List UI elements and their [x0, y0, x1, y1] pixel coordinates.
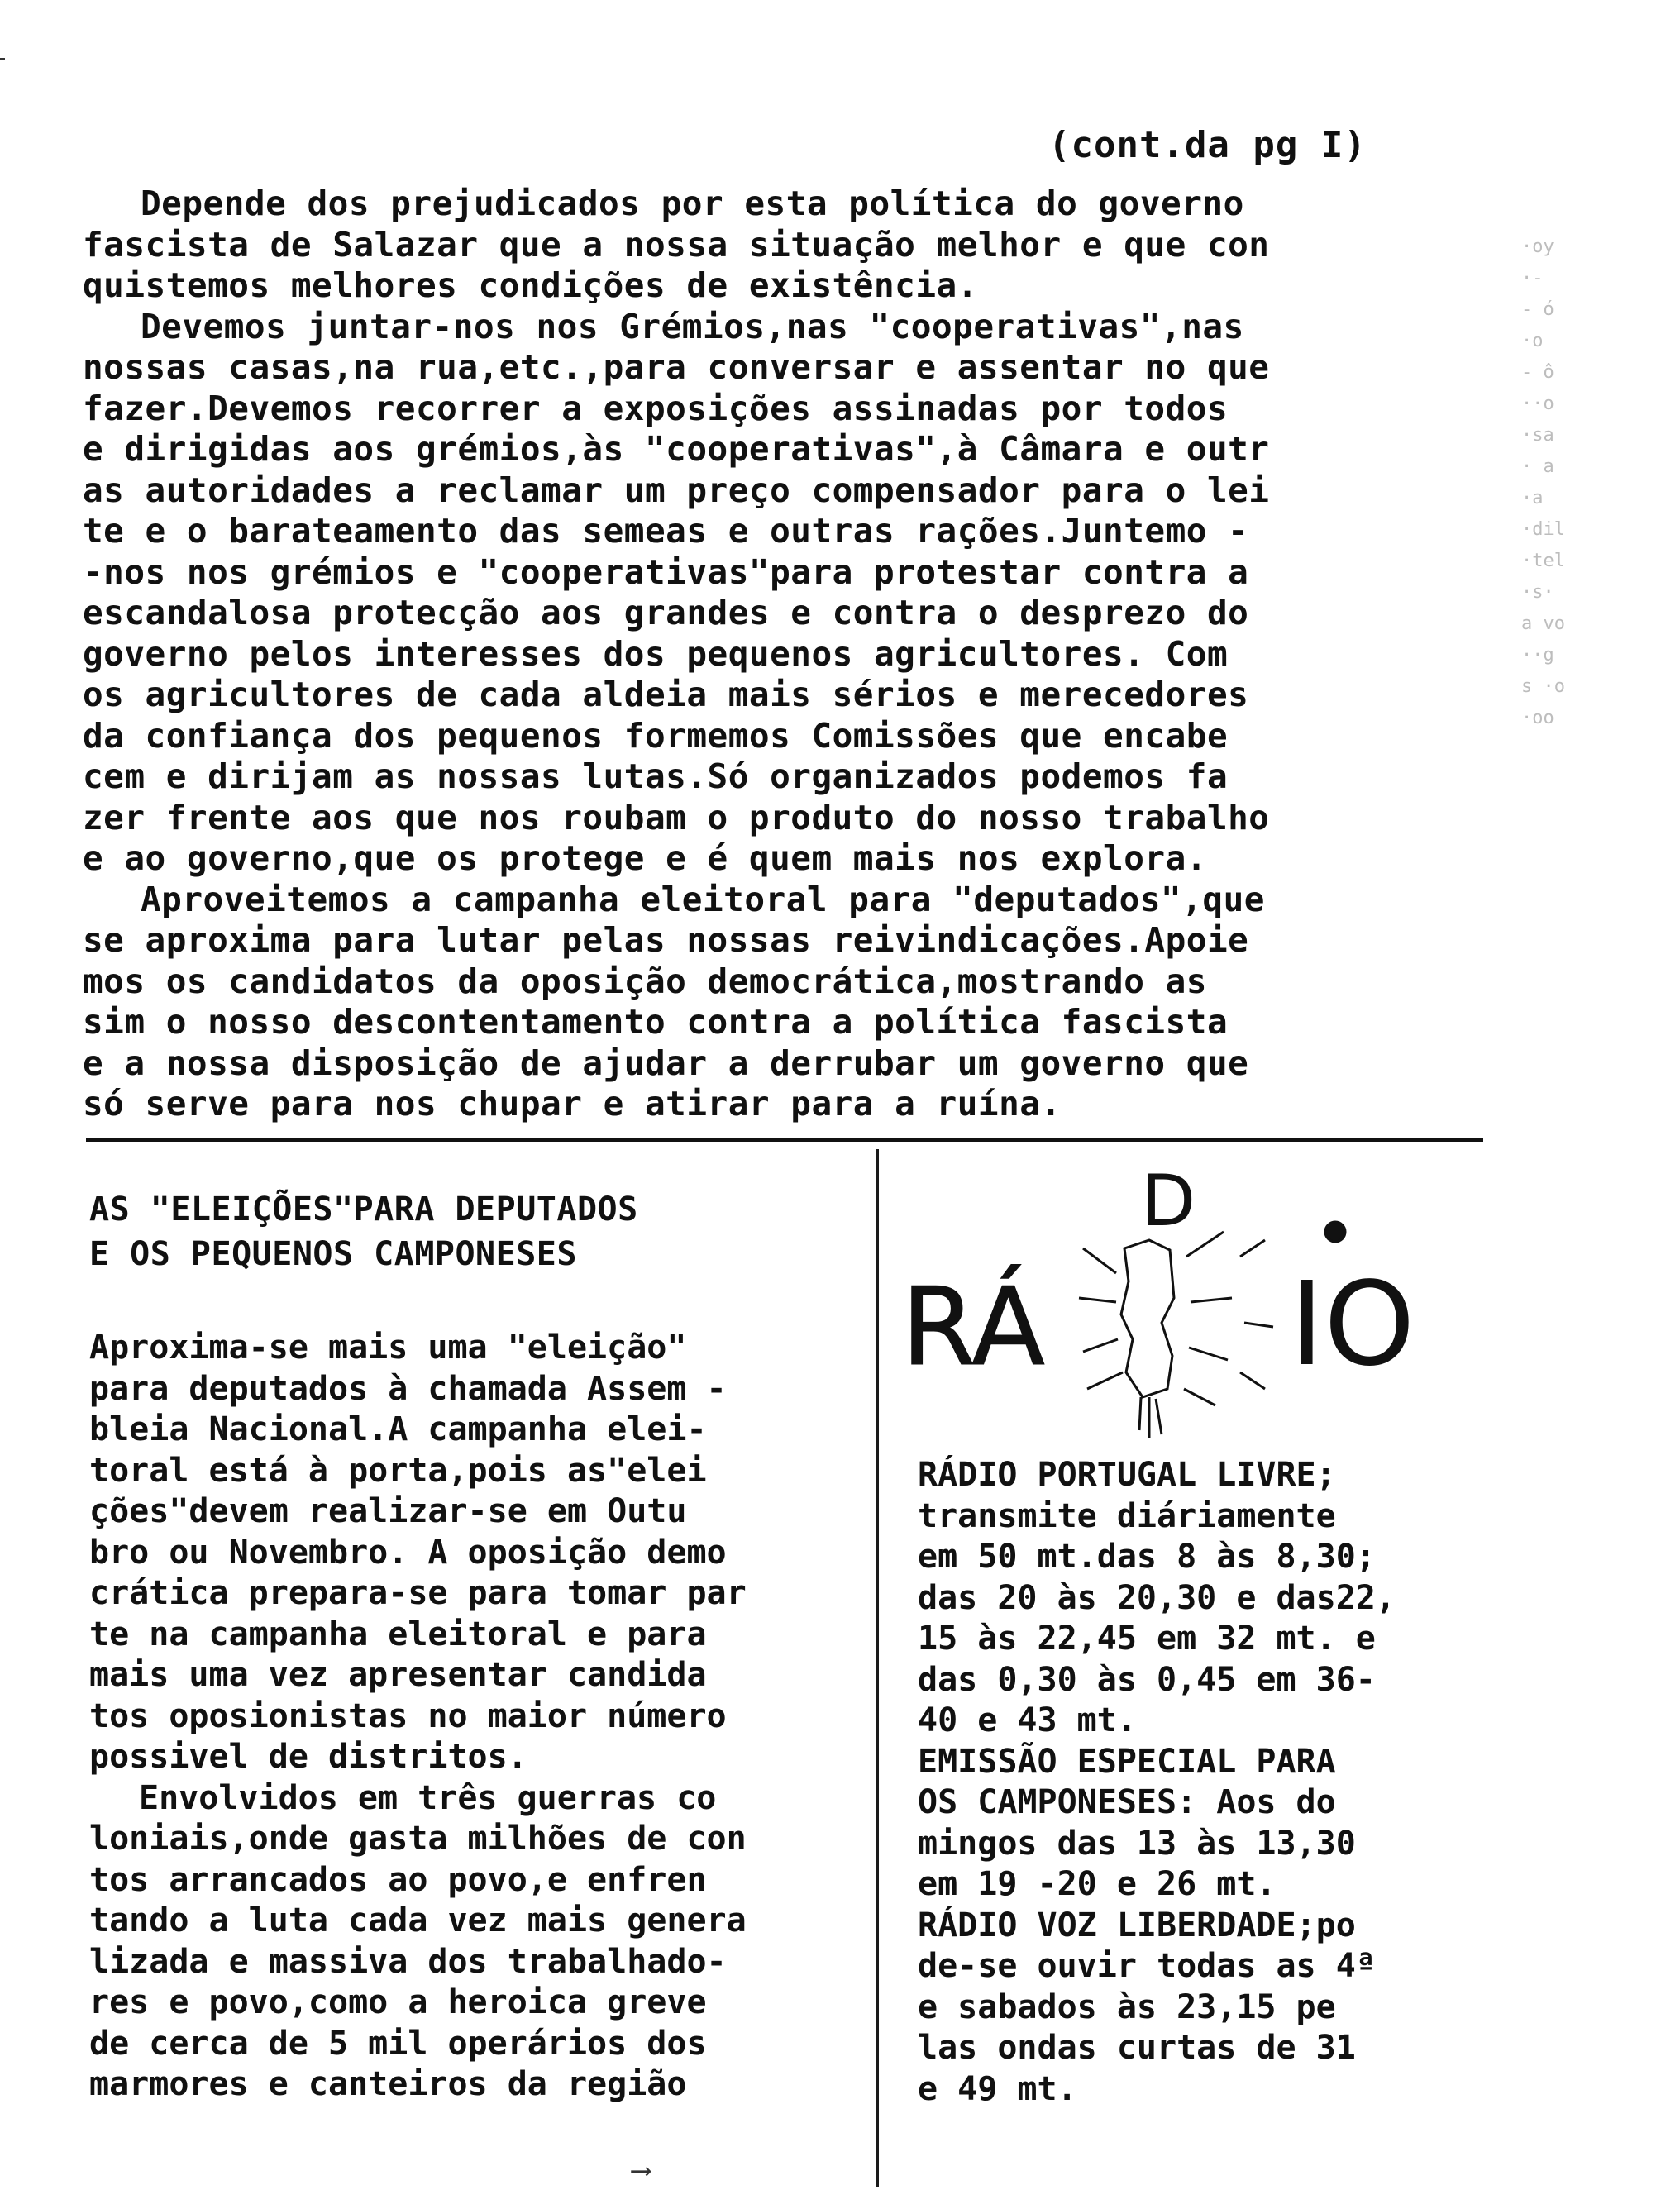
text-line: escandalosa protecção aos grandes e contra o desprezo do: [83, 593, 1249, 632]
text-line: bleia Nacional.A campanha elei-: [89, 1410, 707, 1448]
text-line: sim o nosso descontentamento contra a política fascista: [83, 1002, 1229, 1042]
text-line: RÁDIO VOZ LIBERDADE;po: [918, 1906, 1356, 1944]
text-line: e 49 mt.: [918, 2069, 1077, 2108]
text-line: e ao governo,que os protege e é quem mais nos explora.: [83, 838, 1207, 878]
horizontal-divider: [86, 1138, 1483, 1142]
text-line: em 50 mt.das 8 às 8,30;: [918, 1538, 1376, 1576]
article-heading: [89, 1187, 866, 1276]
text-line: das 0,30 às 0,45 em 36-: [918, 1660, 1376, 1699]
text-line: EMISSÃO ESPECIAL PARA: [918, 1742, 1336, 1781]
text-line: só serve para nos chupar e atirar para a ruína.: [83, 1084, 1062, 1124]
text-line: quistemos melhores condições de existência.: [83, 265, 978, 305]
text-line: possivel de distritos.: [89, 1738, 527, 1776]
text-line: de-se ouvir todas as 4ª: [918, 1947, 1376, 1985]
text-line: Depende dos prejudicados por esta política do governo: [141, 184, 1244, 223]
radio-schedule: [918, 1455, 1480, 2110]
margin-tick: [0, 58, 5, 60]
text-line: RÁDIO PORTUGAL LIVRE;: [918, 1456, 1336, 1494]
text-line: de cerca de 5 mil operários dos: [89, 2024, 707, 2063]
text-line: as autoridades a reclamar um preço compensador para o lei: [83, 470, 1270, 510]
text-line: tando a luta cada vez mais genera: [89, 1901, 747, 1939]
text-line: zer frente aos que nos roubam o produto do nosso trabalho: [83, 797, 1270, 837]
logo-letters-right: IO: [1290, 1257, 1415, 1392]
text-line: 15 às 22,45 em 32 mt. e: [918, 1620, 1376, 1658]
text-line: para deputados à chamada Assem -: [89, 1369, 727, 1408]
logo-letters-left: RÁ: [901, 1264, 1045, 1390]
text-line: Envolvidos em três guerras co: [139, 1778, 717, 1817]
text-line: das 20 às 20,30 e das22,: [918, 1578, 1396, 1617]
text-line: se aproxima para lutar pelas nossas reivindicações.Apoie: [83, 920, 1249, 960]
logo-letter-top: D: [1141, 1160, 1196, 1243]
heading-line: AS "ELEIÇÕES"PARA DEPUTADOS: [89, 1190, 638, 1229]
bleed-through-marks: ·oy ·- - ó ·o - ô ··o ·sa · a ·a ·dil ·tel ·s· a vo ··g s ·o ·oo: [1521, 236, 1565, 728]
article-body: [89, 1328, 866, 2106]
text-line: las ondas curtas de 31: [918, 2029, 1356, 2067]
text-line: mos os candidatos da oposição democrática,mostrando as: [83, 961, 1207, 1001]
text-line: tos oposionistas no maior número: [89, 1696, 727, 1735]
text-line: da confiança dos pequenos formemos Comissões que encabe: [83, 715, 1229, 756]
text-line: loniais,onde gasta milhões de con: [89, 1820, 747, 1858]
text-line: fascista de Salazar que a nossa situação melhor e que con: [83, 224, 1270, 265]
heading-line: E OS PEQUENOS CAMPONESES: [89, 1235, 577, 1273]
radio-logo: [876, 1157, 1472, 1455]
text-line: tos arrancados ao povo,e enfren: [89, 1860, 707, 1899]
text-line: lizada e massiva dos trabalhado-: [89, 1942, 727, 1981]
text-line: e a nossa disposição de ajudar a derrubar um governo que: [83, 1042, 1249, 1083]
text-line: nossas casas,na rua,etc.,para conversar e assentar no que: [83, 347, 1270, 387]
text-line: em 19 -20 e 26 mt.: [918, 1865, 1277, 1903]
text-line: Aproveitemos a campanha eleitoral para "deputados",que: [141, 879, 1265, 919]
text-line: transmite diáriamente: [918, 1496, 1336, 1535]
text-line: Devemos juntar-nos nos Grémios,nas "cooperativas",nas: [141, 306, 1244, 346]
text-line: 40 e 43 mt.: [918, 1701, 1137, 1739]
text-line: ções"devem realizar-se em Outu: [89, 1492, 687, 1530]
continued-arrow-icon: ⟶: [632, 2154, 650, 2187]
text-line: cem e dirijam as nossas lutas.Só organizados podemos fa: [83, 756, 1229, 796]
text-line: OS CAMPONESES: Aos do: [918, 1783, 1336, 1821]
text-line: -nos nos grémios e "cooperativas"para protestar contra a: [83, 551, 1249, 592]
continuation-note: (cont.da pg I): [1048, 124, 1367, 166]
left-article: [89, 1187, 866, 2106]
text-line: marmores e canteiros da região: [89, 2065, 687, 2103]
text-line: res e povo,como a heroica greve: [89, 1983, 707, 2021]
text-line: toral está à porta,pois as"elei: [89, 1451, 707, 1490]
text-line: te na campanha eleitoral e para: [89, 1615, 707, 1653]
text-line: Aproxima-se mais uma "eleição": [89, 1329, 687, 1367]
text-line: bro ou Novembro. A oposição demo: [89, 1533, 727, 1572]
text-line: crática prepara-se para tomar par: [89, 1574, 747, 1612]
text-line: mingos das 13 às 13,30: [918, 1824, 1356, 1863]
text-line: governo pelos interesses dos pequenos agricultores. Com: [83, 633, 1229, 674]
main-article: [83, 184, 1488, 1125]
text-line: te e o barateamento das semeas e outras rações.Juntemo -: [83, 511, 1249, 551]
text-line: fazer.Devemos recorrer a exposições assinadas por todos: [83, 388, 1229, 428]
text-line: e dirigidas aos grémios,às "cooperativas",à Câmara e outr: [83, 429, 1270, 469]
text-line: os agricultores de cada aldeia mais sérios e merecedores: [83, 675, 1249, 714]
text-line: mais uma vez apresentar candida: [89, 1656, 707, 1694]
text-line: e sabados às 23,15 pe: [918, 1987, 1336, 2026]
